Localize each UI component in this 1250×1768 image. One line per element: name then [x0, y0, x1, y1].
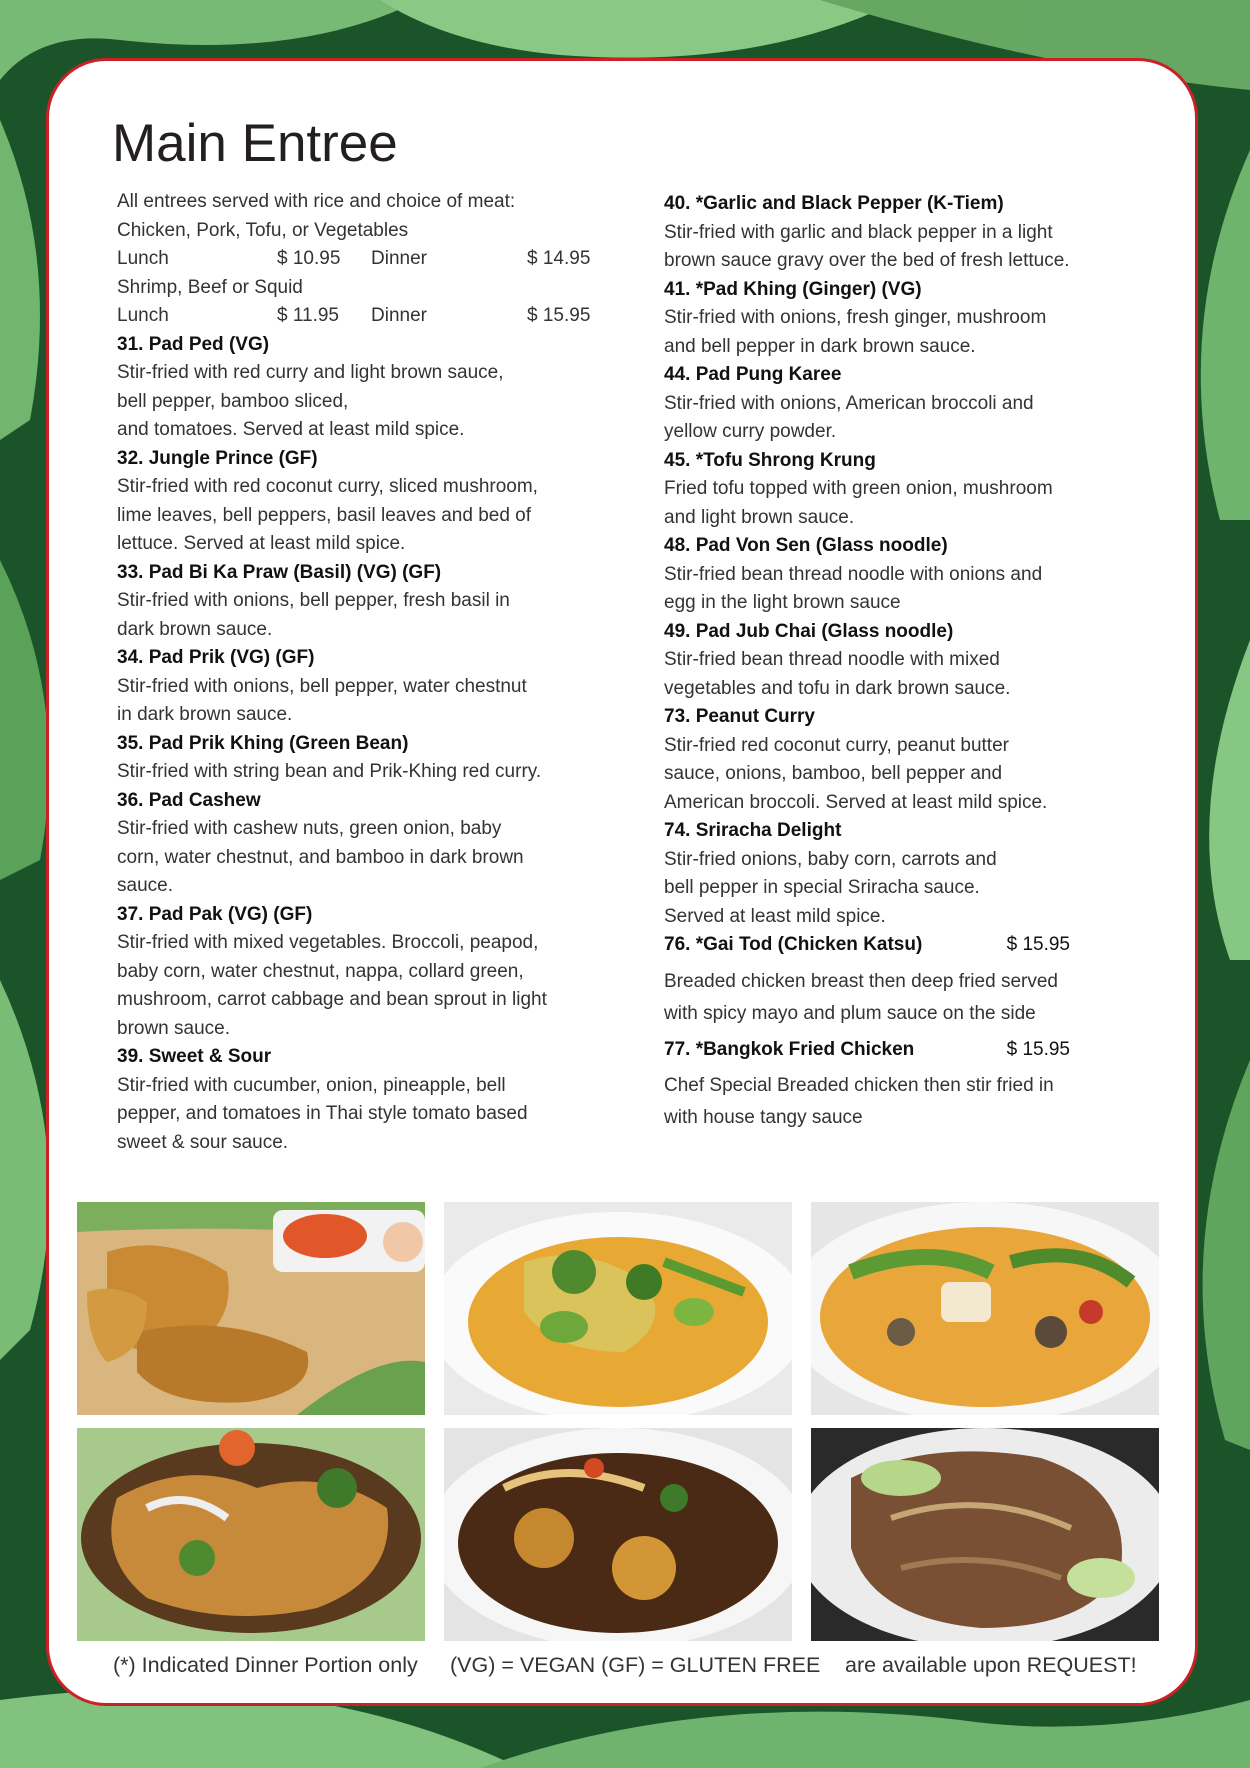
menu-item-description: and tomatoes. Served at least mild spice.: [117, 419, 465, 440]
lunch-price: $ 10.95: [277, 248, 341, 269]
menu-item-description: Stir-fried with red curry and light brown sauce,: [117, 362, 504, 383]
left-column: [117, 188, 617, 1157]
menu-item-description: Stir-fried onions, baby corn, carrots and: [664, 848, 997, 870]
menu-item-description: Stir-fried with string bean and Prik-Khing red curry.: [117, 761, 542, 782]
lunch-price: $ 11.95: [277, 305, 339, 326]
photo-yellow-curry: [444, 1202, 792, 1415]
spacer: [664, 1134, 1104, 1140]
menu-item-title: 77. *Bangkok Fried Chicken: [664, 1038, 915, 1060]
menu-item-description: with spicy mayo and plum sauce on the side: [664, 1002, 1036, 1024]
menu-item-description: Stir-fried with onions, bell pepper, water chestnut: [117, 675, 527, 697]
menu-item-description: vegetables and tofu in dark brown sauce.: [664, 677, 1011, 699]
menu-item-name: 33. Pad Bi Ka Praw (Basil) (VG) (GF): [117, 561, 442, 583]
menu-item-description: lettuce. Served at least mild spice.: [117, 533, 406, 554]
menu-item-price: $ 15.95: [1006, 934, 1070, 955]
menu-item-description: mushroom, carrot cabbage and bean sprout in light: [117, 989, 547, 1010]
photo-stir-fry: [444, 1428, 792, 1641]
menu-item-name: 34. Pad Prik (VG) (GF): [117, 647, 315, 668]
menu-item-name: 73. Peanut Curry: [664, 706, 815, 727]
menu-item-name: 32. Jungle Prince (GF): [117, 447, 318, 469]
dinner-portion-note: (*) Indicated Dinner Portion only: [113, 1653, 418, 1677]
dinner-label: Dinner: [371, 248, 427, 269]
page-title: Main Entree: [112, 114, 398, 173]
menu-item-description: and light brown sauce.: [664, 506, 855, 528]
lunch-label: Lunch: [117, 305, 169, 326]
intro-line: Shrimp, Beef or Squid: [117, 276, 303, 298]
menu-item-name: 36. Pad Cashew: [117, 789, 261, 811]
menu-item-description: sauce, onions, bamboo, bell pepper and: [664, 763, 1003, 784]
photo-chicken-katsu: [77, 1202, 425, 1415]
food-photo-grid: [77, 1202, 1160, 1642]
menu-item-description: and bell pepper in dark brown sauce.: [664, 335, 976, 357]
menu-item-description: dark brown sauce.: [117, 618, 273, 640]
photo-sweet-sour: [77, 1428, 425, 1641]
photo-red-curry: [811, 1202, 1159, 1415]
menu-item-description: egg in the light brown sauce: [664, 592, 901, 613]
menu-item-description: Stir-fried with cashew nuts, green onion, baby: [117, 818, 502, 839]
menu-item-description: sweet & sour sauce.: [117, 1131, 289, 1153]
request-note: are available upon REQUEST!: [845, 1653, 1137, 1677]
menu-item-name: [664, 1036, 1070, 1065]
lunch-label: Lunch: [117, 248, 169, 269]
intro-line: All entrees served with rice and choice of meat:: [117, 191, 516, 212]
price-row: [117, 245, 617, 274]
menu-item-description: Stir-fried with garlic and black pepper in a light: [664, 221, 1053, 243]
menu-item-name: 44. Pad Pung Karee: [664, 364, 842, 385]
menu-item-description: Stir-fried with mixed vegetables. Broccoli, peapod,: [117, 932, 539, 953]
left-menu-items: [117, 331, 617, 1158]
menu-item-description: with house tangy sauce: [664, 1107, 863, 1128]
menu-item-description: Stir-fried with onions, bell pepper, fresh basil in: [117, 590, 510, 611]
menu-item-description: bell pepper in special Sriracha sauce.: [664, 877, 980, 898]
menu-item-description: brown sauce gravy over the bed of fresh lettuce.: [664, 250, 1070, 271]
menu-item-name: 35. Pad Prik Khing (Green Bean): [117, 732, 409, 754]
right-menu-items: [664, 190, 1104, 931]
dinner-label: Dinner: [371, 305, 427, 326]
menu-item-name: 40. *Garlic and Black Pepper (K-Tiem): [664, 193, 1004, 214]
menu-item-description: corn, water chestnut, and bamboo in dark brown: [117, 846, 524, 868]
menu-item-description: Fried tofu topped with green onion, mushroom: [664, 478, 1053, 499]
menu-item-description: brown sauce.: [117, 1017, 231, 1039]
menu-item-name: 41. *Pad Khing (Ginger) (VG): [664, 278, 922, 300]
menu-item-description: Stir-fried bean thread noodle with onions and: [664, 563, 1043, 585]
menu-item-description: Stir-fried with onions, American broccoli and: [664, 392, 1034, 414]
menu-item-name: 49. Pad Jub Chai (Glass noodle): [664, 620, 954, 642]
menu-item-description: baby corn, water chestnut, nappa, collard green,: [117, 960, 524, 982]
menu-item-name: 39. Sweet & Sour: [117, 1046, 272, 1067]
menu-item-description: Breaded chicken breast then deep fried served: [664, 970, 1058, 992]
menu-item-description: yellow curry powder.: [664, 421, 837, 442]
menu-item-description: pepper, and tomatoes in Thai style tomato based: [117, 1103, 528, 1124]
menu-item-title: 76. *Gai Tod (Chicken Katsu): [664, 934, 923, 955]
menu-item-name: [664, 931, 1070, 960]
menu-item-price: $ 15.95: [1006, 1038, 1070, 1060]
dinner-price: $ 14.95: [527, 248, 591, 269]
menu-item-name: 48. Pad Von Sen (Glass noodle): [664, 535, 948, 556]
menu-item-description: Chef Special Breaded chicken then stir fried in: [664, 1075, 1054, 1096]
menu-item-name: 31. Pad Ped (VG): [117, 333, 270, 355]
menu-item-description: Served at least mild spice.: [664, 905, 886, 927]
menu-item-description: sauce.: [117, 875, 173, 896]
menu-item-description: bell pepper, bamboo sliced,: [117, 390, 349, 412]
menu-item-description: lime leaves, bell peppers, basil leaves and bed of: [117, 504, 532, 526]
menu-item-description: American broccoli. Served at least mild spice.: [664, 791, 1048, 813]
menu-item-description: Stir-fried red coconut curry, peanut butter: [664, 734, 1009, 756]
menu-item-description: Stir-fried with cucumber, onion, pineapple, bell: [117, 1074, 506, 1096]
right-column: [664, 190, 1104, 1140]
menu-item-description: Stir-fried with red coconut curry, sliced mushroom,: [117, 476, 538, 497]
menu-item-description: Stir-fried bean thread noodle with mixed: [664, 649, 1000, 670]
dinner-price: $ 15.95: [527, 305, 591, 326]
intro-line: Chicken, Pork, Tofu, or Vegetables: [117, 219, 409, 241]
priced-menu-items: [664, 931, 1104, 1140]
price-row: [117, 302, 617, 331]
photo-garlic-pepper: [811, 1428, 1159, 1641]
menu-item-name: 45. *Tofu Shrong Krung: [664, 449, 876, 471]
menu-item-name: 74. Sriracha Delight: [664, 820, 842, 841]
menu-item-name: 37. Pad Pak (VG) (GF): [117, 903, 313, 925]
menu-item-description: in dark brown sauce.: [117, 704, 293, 725]
dietary-legend: (VG) = VEGAN (GF) = GLUTEN FREE: [450, 1653, 821, 1677]
menu-item-description: Stir-fried with onions, fresh ginger, mushroom: [664, 307, 1047, 328]
